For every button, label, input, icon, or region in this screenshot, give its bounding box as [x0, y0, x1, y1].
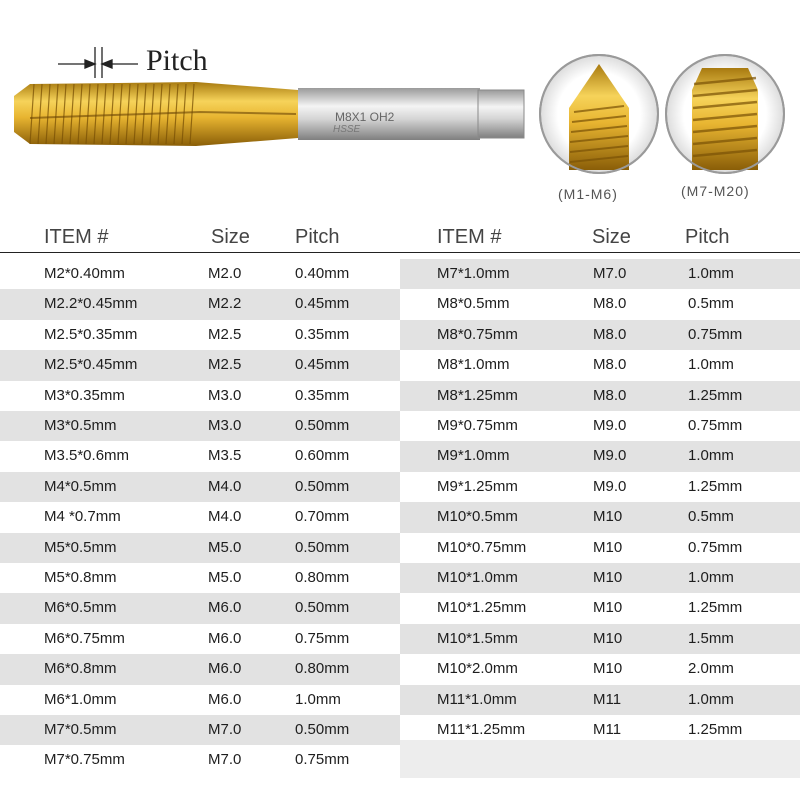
- size-cell: M10: [593, 660, 623, 678]
- size-cell: M3.5: [208, 447, 242, 465]
- item-cell: M10*1.25mm: [437, 599, 527, 617]
- spec-table-left: [0, 259, 400, 779]
- pitch-cell: 0.35mm: [295, 325, 350, 343]
- pitch-cell: 1.25mm: [688, 599, 743, 617]
- item-cell: M3.5*0.6mm: [44, 447, 130, 465]
- table-header: [0, 224, 800, 253]
- table-row: [400, 381, 800, 411]
- size-cell: M11: [593, 690, 622, 708]
- tap-drawing: [0, 0, 800, 222]
- table-row: [0, 715, 400, 745]
- header-pitch-right: Pitch: [685, 226, 730, 248]
- table-row: [400, 289, 800, 319]
- item-cell: M7*0.75mm: [44, 751, 125, 769]
- size-cell: M10: [593, 508, 623, 526]
- item-cell: M8*0.5mm: [437, 295, 510, 313]
- pitch-cell: 1.25mm: [688, 721, 743, 738]
- size-cell: M6.0: [208, 629, 242, 647]
- size-cell: M3.0: [208, 417, 242, 434]
- header-item-right: ITEM #: [437, 226, 502, 248]
- item-cell: M4 *0.7mm: [44, 508, 121, 526]
- size-cell: M10: [593, 569, 623, 586]
- table-row: [0, 685, 400, 715]
- header-size-left: Size: [211, 226, 250, 248]
- size-cell: M8.0: [593, 295, 627, 313]
- detail-circle-large-taps: [666, 55, 784, 173]
- size-cell: M6.0: [208, 599, 242, 617]
- size-cell: M5.0: [208, 569, 242, 586]
- caption-small-taps: (M1-M6): [558, 186, 618, 202]
- size-cell: M7.0: [593, 265, 627, 282]
- header-pitch-left: Pitch: [295, 226, 340, 248]
- size-cell: M8.0: [593, 356, 627, 374]
- item-cell: M10*0.75mm: [437, 538, 527, 556]
- item-cell: M10*2.0mm: [437, 660, 518, 678]
- pitch-cell: 0.40mm: [295, 265, 350, 282]
- pitch-cell: 1.0mm: [688, 569, 734, 586]
- size-cell: M10: [593, 538, 623, 556]
- size-cell: M11: [593, 721, 622, 738]
- item-cell: M9*1.0mm: [437, 447, 510, 465]
- table-row: [400, 259, 800, 289]
- size-cell: M10: [593, 629, 623, 647]
- pitch-cell: 0.50mm: [295, 477, 350, 495]
- table-row: [0, 533, 400, 563]
- table-row: [0, 411, 400, 441]
- item-cell: M2*0.40mm: [44, 265, 125, 282]
- size-cell: M4.0: [208, 477, 242, 495]
- table-row: [400, 472, 800, 502]
- item-cell: M5*0.8mm: [44, 569, 117, 586]
- item-cell: M7*0.5mm: [44, 721, 117, 738]
- size-cell: M4.0: [208, 508, 242, 526]
- size-cell: M5.0: [208, 538, 242, 556]
- pitch-cell: 0.80mm: [295, 660, 350, 678]
- item-cell: M6*1.0mm: [44, 690, 117, 708]
- tap-marking-2: HSSE: [333, 124, 361, 135]
- item-cell: M2.5*0.45mm: [44, 356, 138, 374]
- table-row: [400, 502, 800, 532]
- item-cell: M8*1.0mm: [437, 356, 510, 374]
- item-cell: M10*0.5mm: [437, 508, 518, 526]
- table-row: [0, 624, 400, 654]
- table-row: [0, 472, 400, 502]
- table-row: [0, 563, 400, 593]
- item-cell: M3*0.35mm: [44, 386, 125, 404]
- tap-threaded-body: [14, 82, 298, 146]
- pitch-cell: 1.0mm: [688, 356, 734, 374]
- pitch-cell: 1.0mm: [295, 690, 341, 708]
- item-cell: M9*1.25mm: [437, 477, 518, 495]
- item-cell: M4*0.5mm: [44, 477, 117, 495]
- size-cell: M3.0: [208, 386, 242, 404]
- tap-marking-1: M8X1 OH2: [335, 110, 395, 124]
- size-cell: M7.0: [208, 751, 242, 769]
- item-cell: M6*0.75mm: [44, 629, 125, 647]
- pitch-cell: 0.70mm: [295, 508, 350, 526]
- pitch-cell: 0.75mm: [688, 417, 743, 434]
- pitch-cell: 0.50mm: [295, 417, 350, 434]
- pitch-cell: 0.60mm: [295, 447, 350, 465]
- header-item-left: ITEM #: [44, 226, 109, 248]
- item-cell: M7*1.0mm: [437, 265, 510, 282]
- table-row: [400, 320, 800, 350]
- table-row: [400, 685, 800, 715]
- pitch-cell: 1.25mm: [688, 386, 743, 404]
- pitch-cell: 1.0mm: [688, 265, 734, 282]
- table-row: [400, 563, 800, 593]
- pitch-label: Pitch: [146, 44, 208, 77]
- spec-table-right: [400, 259, 800, 779]
- size-cell: M2.0: [208, 265, 242, 282]
- item-cell: M10*1.5mm: [437, 629, 518, 647]
- table-row: [0, 441, 400, 471]
- table-row: [400, 715, 800, 745]
- item-cell: M11*1.25mm: [437, 721, 526, 738]
- header-size-right: Size: [592, 226, 631, 248]
- tap-illustration: [0, 0, 800, 222]
- table-row: [0, 502, 400, 532]
- size-cell: M6.0: [208, 660, 242, 678]
- pitch-cell: 0.35mm: [295, 386, 350, 404]
- table-row: [0, 593, 400, 623]
- pitch-cell: 1.0mm: [688, 447, 734, 465]
- item-cell: M6*0.5mm: [44, 599, 117, 617]
- size-cell: M9.0: [593, 417, 627, 434]
- size-cell: M9.0: [593, 447, 627, 465]
- caption-large-taps: (M7-M20): [681, 183, 750, 199]
- table-row: [400, 533, 800, 563]
- detail-circle-small-taps: [540, 55, 658, 173]
- item-cell: M2.5*0.35mm: [44, 325, 138, 343]
- pitch-cell: 2.0mm: [688, 660, 734, 678]
- item-cell: M8*1.25mm: [437, 386, 518, 404]
- size-cell: M2.5: [208, 325, 242, 343]
- pitch-arrows: [58, 47, 138, 78]
- table-row: [400, 441, 800, 471]
- table-row: [0, 745, 400, 775]
- tap-shank: [298, 88, 524, 140]
- pitch-cell: 0.75mm: [688, 538, 743, 556]
- pitch-cell: 0.50mm: [295, 538, 350, 556]
- item-cell: M10*1.0mm: [437, 569, 518, 586]
- size-cell: M6.0: [208, 690, 242, 708]
- pitch-cell: 1.0mm: [688, 690, 734, 708]
- pitch-cell: 1.25mm: [688, 477, 743, 495]
- pitch-cell: 0.75mm: [688, 325, 743, 343]
- table-row: [400, 593, 800, 623]
- pitch-cell: 0.50mm: [295, 721, 350, 738]
- size-cell: M2.2: [208, 295, 242, 313]
- table-row: [400, 411, 800, 441]
- size-cell: M8.0: [593, 386, 627, 404]
- item-cell: M5*0.5mm: [44, 538, 117, 556]
- item-cell: M8*0.75mm: [437, 325, 518, 343]
- item-cell: M2.2*0.45mm: [44, 295, 138, 313]
- pitch-cell: 0.75mm: [295, 751, 350, 769]
- item-cell: M6*0.8mm: [44, 660, 117, 678]
- table-row: [400, 350, 800, 380]
- table-row: [0, 289, 400, 319]
- table-row: [0, 654, 400, 684]
- item-cell: M11*1.0mm: [437, 690, 517, 708]
- table-row: [0, 350, 400, 380]
- pitch-cell: 0.45mm: [295, 295, 350, 313]
- size-cell: M8.0: [593, 325, 627, 343]
- table-row: [0, 320, 400, 350]
- table-row: [0, 381, 400, 411]
- item-cell: M3*0.5mm: [44, 417, 117, 434]
- table-row: [400, 624, 800, 654]
- pitch-cell: 0.5mm: [688, 508, 734, 526]
- size-cell: M2.5: [208, 356, 242, 374]
- pitch-cell: 0.5mm: [688, 295, 734, 313]
- item-cell: M9*0.75mm: [437, 417, 518, 434]
- pitch-cell: 1.5mm: [688, 629, 734, 647]
- pitch-cell: 0.75mm: [295, 629, 350, 647]
- pitch-cell: 0.50mm: [295, 599, 350, 617]
- pitch-cell: 0.45mm: [295, 356, 350, 374]
- table-row: [400, 654, 800, 684]
- table-row: [0, 259, 400, 289]
- size-cell: M9.0: [593, 477, 627, 495]
- size-cell: M7.0: [208, 721, 242, 738]
- pitch-cell: 0.80mm: [295, 569, 350, 586]
- size-cell: M10: [593, 599, 623, 617]
